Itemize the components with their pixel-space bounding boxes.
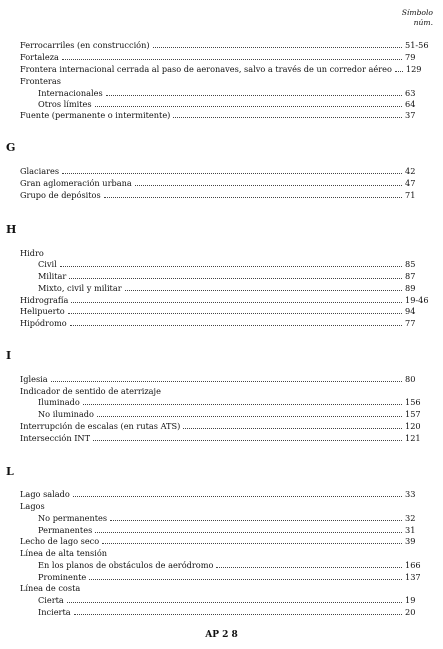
leader-dots [183, 427, 402, 429]
leader-dots [395, 70, 403, 72]
leader-dots [135, 184, 402, 186]
index-subentry [38, 88, 431, 99]
column-header [373, 8, 433, 28]
entry-number: 19-46 [405, 295, 429, 305]
entry-label: Iglesia [20, 374, 48, 384]
leader-dots [89, 578, 402, 580]
entry-label: Glaciares [20, 166, 60, 176]
leader-dots [216, 566, 402, 568]
entry-number: 85 [405, 259, 416, 269]
index-subentry [38, 572, 431, 583]
entry-number: 166 [405, 560, 421, 570]
entry-label: Lecho de lago seco [20, 536, 100, 546]
index-subentry [38, 607, 431, 618]
leader-dots [74, 613, 402, 615]
entry-number: 120 [405, 421, 421, 431]
index-subentry [38, 283, 431, 294]
entry-number: 63 [405, 88, 416, 98]
index-entry [20, 318, 431, 329]
entry-label: Gran aglomeración urbana [20, 178, 132, 188]
entry-label: Frontera internacional cerrada al paso de aeronaves, salvo a través de un corredor aéreo [20, 64, 392, 74]
leader-dots [95, 531, 402, 533]
entry-group-heading: Indicador de sentido de aterrizaje [20, 386, 161, 396]
index-entry [20, 421, 431, 432]
index-entry [20, 306, 431, 317]
entry-number: 80 [405, 374, 416, 384]
leader-dots [67, 601, 402, 603]
section-letter-l: L [6, 465, 14, 478]
index-subentry [38, 409, 431, 420]
entry-label: Cierta [38, 595, 64, 605]
leader-dots [69, 277, 402, 279]
entry-number: 71 [405, 190, 416, 200]
index-subentry [38, 271, 431, 282]
leader-dots [62, 58, 402, 60]
entry-label: Interrupción de escalas (en rutas ATS) [20, 421, 181, 431]
index-entry [20, 433, 431, 444]
index-subentry [38, 595, 431, 606]
entry-group-heading: Línea de alta tensión [20, 548, 108, 558]
index-subentry [38, 259, 431, 270]
entry-label: Grupo de depósitos [20, 190, 101, 200]
leader-dots [70, 324, 402, 326]
leader-dots [125, 289, 402, 291]
entry-number: 77 [405, 318, 416, 328]
entry-label: Civil [38, 259, 57, 269]
entry-group-heading: Línea de costa [20, 583, 81, 593]
leader-dots [104, 196, 402, 198]
entry-label: No iluminado [38, 409, 94, 419]
entry-number: 64 [405, 99, 416, 109]
section-letter-h: H [6, 223, 17, 236]
leader-dots [68, 312, 402, 314]
entry-number: 137 [405, 572, 421, 582]
entry-label: Fuente (permanente o intermitente) [20, 110, 171, 120]
entry-label: Prominente [38, 572, 87, 582]
leader-dots [110, 519, 402, 521]
entry-label: En los planos de obstáculos de aeródromo [38, 560, 214, 570]
column-header-line1: Símbolo [401, 8, 433, 17]
entry-label: No permanentes [38, 513, 108, 523]
entry-number: 129 [405, 64, 422, 74]
entry-label: Internacionales [38, 88, 103, 98]
entry-number: 157 [405, 409, 421, 419]
index-entry [20, 178, 431, 189]
leader-dots [97, 415, 402, 417]
entry-number: 156 [405, 397, 421, 407]
leader-dots [106, 94, 402, 96]
entry-number: 94 [405, 306, 416, 316]
index-entry [20, 295, 431, 306]
entry-label: Incierta [38, 607, 71, 617]
entry-number: 79 [405, 52, 416, 62]
entry-label: Mixto, civil y militar [38, 283, 122, 293]
entry-label: Lago salado [20, 489, 70, 499]
index-subentry [38, 513, 431, 524]
entry-label: Fortaleza [20, 52, 59, 62]
entry-number: 121 [405, 433, 421, 443]
entry-label: Permanentes [38, 525, 93, 535]
leader-dots [95, 105, 402, 107]
entry-number: 31 [405, 525, 416, 535]
section-letter-i: I [6, 349, 12, 362]
entry-number: 42 [405, 166, 416, 176]
index-entry [20, 166, 431, 177]
index-entry [20, 40, 431, 51]
entry-label: Intersección INT [20, 433, 91, 443]
index-entry [20, 110, 431, 121]
index-entry [20, 536, 431, 547]
index-entry [20, 489, 431, 500]
entry-number: 32 [405, 513, 416, 523]
entry-label: Iluminado [38, 397, 80, 407]
index-entry [20, 374, 431, 385]
leader-dots [62, 172, 402, 174]
leader-dots [60, 265, 402, 267]
entry-number: 39 [405, 536, 416, 546]
entry-number: 51-56 [405, 40, 429, 50]
section-letter-g: G [6, 141, 16, 154]
index-entry [20, 52, 431, 63]
entry-label: Helipuerto [20, 306, 65, 316]
index-subentry [38, 560, 431, 571]
leader-dots [173, 116, 402, 118]
leader-dots [153, 46, 402, 48]
entry-number: 19 [405, 595, 416, 605]
entry-label: Otros límites [38, 99, 92, 109]
entry-group-heading: Hidro [20, 248, 44, 258]
leader-dots [71, 301, 402, 303]
entry-label: Hipódromo [20, 318, 67, 328]
index-entry [20, 190, 431, 201]
entry-number: 33 [405, 489, 416, 499]
entry-group-heading: Fronteras [20, 76, 61, 86]
entry-number: 87 [405, 271, 416, 281]
leader-dots [51, 380, 402, 382]
entry-number: 37 [405, 110, 416, 120]
entry-number: 47 [405, 178, 416, 188]
entry-group-heading: Lagos [20, 501, 45, 511]
column-header-line2: núm. [413, 18, 433, 27]
entry-label: Militar [38, 271, 67, 281]
index-subentry [38, 99, 431, 110]
leader-dots [83, 403, 402, 405]
entry-label: Hidrografía [20, 295, 69, 305]
index-subentry [38, 397, 431, 408]
entry-label: Ferrocarriles (en construcción) [20, 40, 150, 50]
entry-number: 20 [405, 607, 416, 617]
index-entry [20, 64, 431, 75]
leader-dots [93, 439, 402, 441]
leader-dots [73, 495, 402, 497]
entry-number: 89 [405, 283, 416, 293]
index-subentry [38, 525, 431, 536]
page-footer: AP 2 8 [205, 630, 238, 640]
leader-dots [102, 542, 402, 544]
